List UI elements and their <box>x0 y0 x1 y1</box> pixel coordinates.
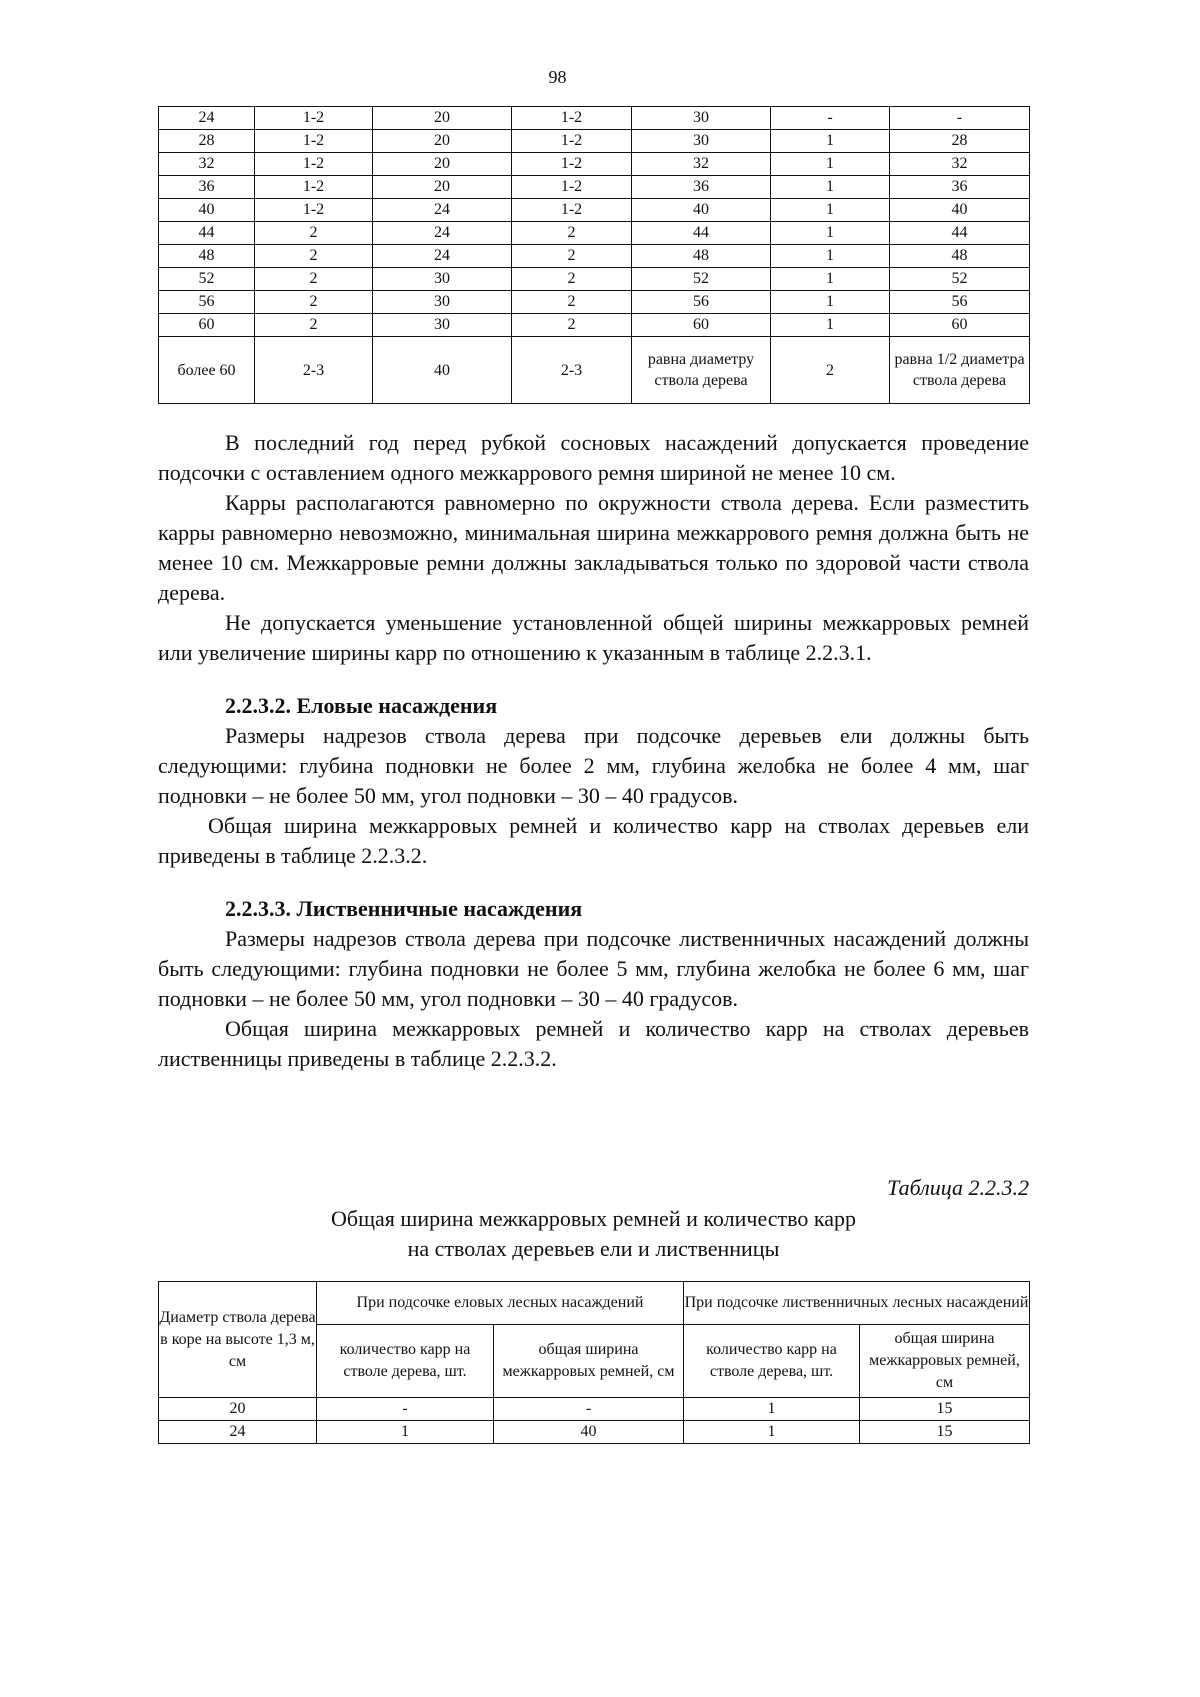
header-cell-spruce-count: количество карр на стволе дерева, шт. <box>317 1325 494 1398</box>
table-cell: 24 <box>159 107 255 130</box>
table-row <box>159 245 1030 268</box>
table-cell: 36 <box>632 176 771 199</box>
table-cell: 56 <box>632 291 771 314</box>
table1-body <box>159 107 1030 404</box>
continued-table-2-2-3-1 <box>158 106 1030 404</box>
table-cell: 30 <box>632 130 771 153</box>
table-cell: 48 <box>159 245 255 268</box>
table-cell: - <box>890 107 1030 130</box>
table-cell: 20 <box>373 153 512 176</box>
table-cell: 56 <box>159 291 255 314</box>
table-title-line: на стволах деревьев ели и лиственницы <box>407 1236 780 1261</box>
table-2-2-3-2 <box>158 1281 1030 1444</box>
table-cell: 44 <box>890 222 1030 245</box>
table-cell: 48 <box>632 245 771 268</box>
header-cell-spruce-width: общая ширина межкарровых ремней, см <box>494 1325 684 1398</box>
table-cell: 2-3 <box>255 337 373 404</box>
table-cell: 2 <box>512 291 632 314</box>
table-title-line: Общая ширина межкарровых ремней и количество карр <box>330 1206 857 1231</box>
table-cell: 1 <box>771 268 890 291</box>
table-cell: 1 <box>317 1421 494 1444</box>
table-cell: 20 <box>373 130 512 153</box>
table-cell: 1 <box>771 199 890 222</box>
table-cell: 20 <box>159 1398 317 1421</box>
table-cell: - <box>494 1398 684 1421</box>
table-cell: 30 <box>373 314 512 337</box>
table-cell: 20 <box>373 107 512 130</box>
table-cell: 2 <box>512 314 632 337</box>
table-row <box>159 107 1030 130</box>
table-row <box>159 176 1030 199</box>
table-row <box>159 222 1030 245</box>
table-cell: 1 <box>771 314 890 337</box>
table-cell: 30 <box>373 268 512 291</box>
table-cell: 40 <box>373 337 512 404</box>
section-heading: 2.2.3.2. Еловые насаждения <box>225 693 498 718</box>
table-cell: 1 <box>684 1398 860 1421</box>
table-cell: 60 <box>890 314 1030 337</box>
table-cell: равна диаметру ствола дерева <box>632 337 771 404</box>
table-cell: 2 <box>771 337 890 404</box>
header-cell-spruce: При подсочке еловых лесных насаждений <box>317 1282 684 1325</box>
table-cell: 1-2 <box>255 176 373 199</box>
paragraph: Общая ширина межкарровых ремней и количество карр на стволах деревьев ели приведены в таблице 2.2.3.2. <box>158 813 1029 868</box>
table-cell: 24 <box>373 222 512 245</box>
table-cell: 1 <box>771 222 890 245</box>
table-cell: 2 <box>255 291 373 314</box>
table-cell: 36 <box>890 176 1030 199</box>
table-cell: 2 <box>255 245 373 268</box>
table-cell: 44 <box>632 222 771 245</box>
table-cell: 2 <box>512 245 632 268</box>
paragraph: В последний год перед рубкой сосновых насаждений допускается проведение подсочки с оставлением одного межкаррового ремня шириной не менее 10 см. <box>158 430 1029 485</box>
table-cell: 40 <box>632 199 771 222</box>
table-cell: 40 <box>494 1421 684 1444</box>
table-label: Таблица 2.2.3.2 <box>887 1175 1029 1200</box>
table-cell: 32 <box>890 153 1030 176</box>
table-cell: 15 <box>860 1421 1030 1444</box>
table-cell: 52 <box>890 268 1030 291</box>
table-cell: 30 <box>632 107 771 130</box>
table-cell: 1-2 <box>255 130 373 153</box>
table-cell: 40 <box>890 199 1030 222</box>
table-cell: 32 <box>159 153 255 176</box>
table-row <box>159 153 1030 176</box>
table-cell: равна 1/2 диаметра ствола дерева <box>890 337 1030 404</box>
table-row <box>159 130 1030 153</box>
table-row <box>159 199 1030 222</box>
table-cell: 2 <box>255 268 373 291</box>
table-cell: 2 <box>512 268 632 291</box>
table-cell: 52 <box>632 268 771 291</box>
table-cell: - <box>771 107 890 130</box>
table-cell: 2 <box>255 222 373 245</box>
main-text <box>158 428 1029 1074</box>
table-cell: 44 <box>159 222 255 245</box>
table-row <box>159 1398 1030 1421</box>
table-cell: 28 <box>890 130 1030 153</box>
table-cell: 1-2 <box>255 199 373 222</box>
table-cell: 1-2 <box>255 107 373 130</box>
table-cell: 52 <box>159 268 255 291</box>
table-cell: 1 <box>771 176 890 199</box>
table-cell: 60 <box>159 314 255 337</box>
table-header-row <box>159 1282 1030 1325</box>
table-cell: 1-2 <box>512 107 632 130</box>
table-row <box>159 314 1030 337</box>
table-cell: 1-2 <box>512 199 632 222</box>
table-cell: 2 <box>255 314 373 337</box>
table-cell: 60 <box>632 314 771 337</box>
table-cell: 1-2 <box>255 153 373 176</box>
table-cell: 1-2 <box>512 130 632 153</box>
section-heading: 2.2.3.3. Лиственничные насаждения <box>225 896 583 921</box>
paragraph: Размеры надрезов ствола дерева при подсочке лиственничных насаждений должны быть следующими: глубина подновки не более 5 мм, глубина желобка не более 6 мм, шаг подновки – не более 50 мм, угол подновки – 30 – 40 градусов. <box>158 926 1029 1011</box>
table-cell: 40 <box>159 199 255 222</box>
paragraph: Не допускается уменьшение установленной общей ширины межкарровых ремней или увеличение ширины карр по отношению к указанным в таблице 2.2.3.1. <box>158 610 1029 665</box>
table-cell: 1 <box>771 130 890 153</box>
table-row <box>159 268 1030 291</box>
table-row <box>159 337 1030 404</box>
table-cell: 32 <box>632 153 771 176</box>
table-cell: 48 <box>890 245 1030 268</box>
table-cell: 36 <box>159 176 255 199</box>
table-row <box>159 1421 1030 1444</box>
table-cell: 30 <box>373 291 512 314</box>
table-cell: 1 <box>771 153 890 176</box>
table-cell: 28 <box>159 130 255 153</box>
header-cell-larch-width: общая ширина межкарровых ремней, см <box>860 1325 1030 1398</box>
header-cell-larch: При подсочке лиственничных лесных насаждений <box>684 1282 1030 1325</box>
table2-body <box>159 1282 1030 1444</box>
table-cell: более 60 <box>159 337 255 404</box>
table-cell: 2 <box>512 222 632 245</box>
table-cell: 1-2 <box>512 176 632 199</box>
table-cell: 24 <box>159 1421 317 1444</box>
page-number: 98 <box>548 67 567 87</box>
table-cell: 2-3 <box>512 337 632 404</box>
paragraph: Общая ширина межкарровых ремней и количество карр на стволах деревьев лиственницы приведены в таблице 2.2.3.2. <box>158 1016 1029 1071</box>
table-cell: - <box>317 1398 494 1421</box>
table-cell: 1 <box>684 1421 860 1444</box>
paragraph: Карры располагаются равномерно по окружности ствола дерева. Если разместить карры равномерно невозможно, минимальная ширина межкаррового ремня должна быть не менее 10 см. Межкарровые ремни должны закладываться только по здоровой части ствола дерева. <box>158 490 1029 605</box>
paragraph: Размеры надрезов ствола дерева при подсочке деревьев ели должны быть следующими: глубина подновки не более 2 мм, глубина желобка не более 4 мм, шаг подновки – не более 50 мм, угол подновки – 30 – 40 градусов. <box>158 723 1029 808</box>
table-cell: 1-2 <box>512 153 632 176</box>
table-row <box>159 291 1030 314</box>
header-cell-diameter: Диаметр ствола дерева в коре на высоте 1,3 м, см <box>159 1282 317 1398</box>
table-cell: 15 <box>860 1398 1030 1421</box>
table-cell: 24 <box>373 199 512 222</box>
table-cell: 24 <box>373 245 512 268</box>
header-cell-larch-count: количество карр на стволе дерева, шт. <box>684 1325 860 1398</box>
table-cell: 20 <box>373 176 512 199</box>
table-cell: 1 <box>771 245 890 268</box>
table-cell: 56 <box>890 291 1030 314</box>
table-cell: 1 <box>771 291 890 314</box>
table-title <box>158 1204 1029 1264</box>
